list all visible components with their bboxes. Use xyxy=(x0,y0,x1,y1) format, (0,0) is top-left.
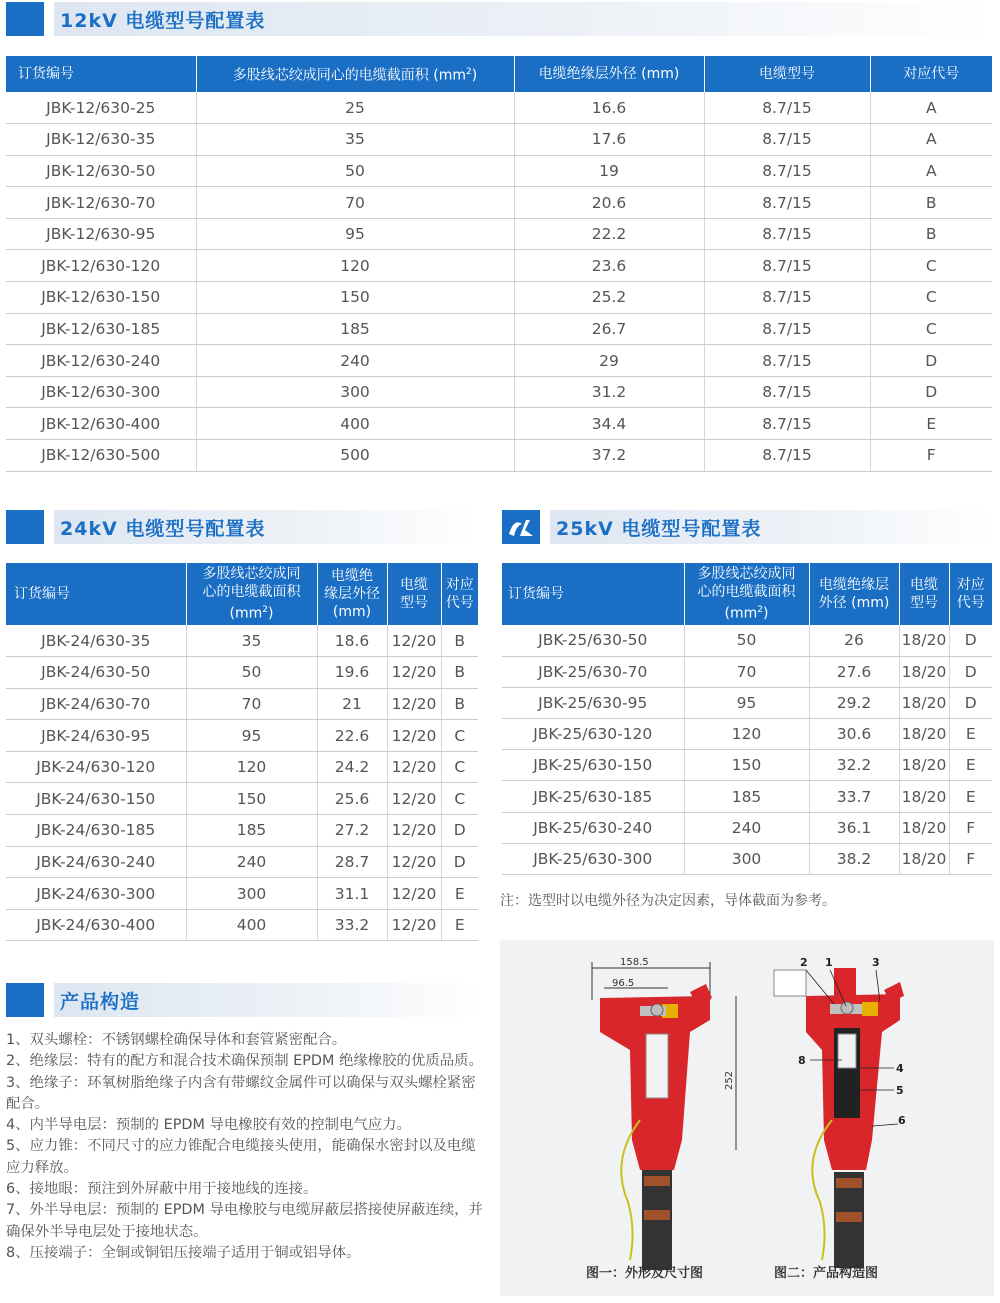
cell-cable-model: 18/20 xyxy=(899,781,949,812)
cell-code: C xyxy=(441,751,478,783)
cell-code: B xyxy=(441,657,478,689)
cell-order-no: JBK-12/630-95 xyxy=(6,218,196,250)
figure1-caption: 图一：外形及尺寸图 xyxy=(586,1266,704,1281)
header-section-area: 多股线芯绞成同心的电缆截面积 $(mm^2)$ xyxy=(196,56,514,92)
cell-order-no: JBK-12/630-300 xyxy=(6,376,196,408)
cell-cable-model: 8.7/15 xyxy=(704,155,870,187)
cell-section-area: 25 xyxy=(196,92,514,124)
cell-code: D xyxy=(870,376,992,408)
cell-order-no: JBK-12/630-70 xyxy=(6,187,196,219)
cell-section-area: 300 xyxy=(196,376,514,408)
cell-order-no: JBK-12/630-120 xyxy=(6,250,196,282)
cell-cable-model: 18/20 xyxy=(899,843,949,874)
structure-item: 1、双头螺栓：不锈钢螺栓确保导体和套管紧密配合。 xyxy=(6,1032,347,1048)
cell-section-area: 70 xyxy=(186,688,317,720)
header-insulation-od: 电缆绝 缘层外径 (mm) xyxy=(317,563,387,625)
table-row xyxy=(6,187,992,219)
cell-cable-model: 18/20 xyxy=(899,719,949,750)
table-row xyxy=(6,408,992,440)
figure2-label: 2 xyxy=(800,956,808,969)
cell-code: E xyxy=(870,408,992,440)
cell-order-no: JBK-12/630-150 xyxy=(6,282,196,314)
table-row xyxy=(6,720,478,752)
cell-order-no: JBK-12/630-500 xyxy=(6,440,196,472)
cell-order-no: JBK-24/630-50 xyxy=(6,657,186,689)
figure1-connector-drawing xyxy=(592,957,736,1270)
cell-code: E xyxy=(949,781,992,812)
cell-code: E xyxy=(949,750,992,781)
header-code: 对应代号 xyxy=(870,56,992,92)
cell-cable-model: 8.7/15 xyxy=(704,250,870,282)
cell-order-no: JBK-25/630-70 xyxy=(502,656,684,687)
cell-section-area: 50 xyxy=(196,155,514,187)
structure-item: 6、接地眼：预注到外屏蔽中用于接地线的连接。 xyxy=(6,1181,318,1198)
structure-item: 4、内半导电层：预制的 EPDM 导电橡胶有效的控制电气应力。 xyxy=(6,1117,411,1134)
selection-note: 注：选型时以电缆外径为决定因素，导体截面为参考。 xyxy=(500,893,836,909)
cell-order-no: JBK-24/630-95 xyxy=(6,720,186,752)
cell-order-no: JBK-24/630-300 xyxy=(6,878,186,910)
cell-insulation-od: 27.6 xyxy=(809,656,899,687)
cell-insulation-od: 36.1 xyxy=(809,812,899,843)
cell-insulation-od: 31.1 xyxy=(317,878,387,910)
section-marker xyxy=(6,983,44,1017)
cell-code: C xyxy=(870,282,992,314)
header-cable-model: 电缆 型号 xyxy=(387,563,441,625)
cell-order-no: JBK-24/630-70 xyxy=(6,688,186,720)
cell-order-no: JBK-12/630-50 xyxy=(6,155,196,187)
cell-insulation-od: 33.2 xyxy=(317,909,387,941)
cell-cable-model: 12/20 xyxy=(387,688,441,720)
cell-order-no: JBK-24/630-400 xyxy=(6,909,186,941)
cell-insulation-od: 28.7 xyxy=(317,846,387,878)
cell-cable-model: 8.7/15 xyxy=(704,408,870,440)
cell-order-no: JBK-25/630-240 xyxy=(502,812,684,843)
cell-section-area: 150 xyxy=(684,750,809,781)
cell-insulation-od: 33.7 xyxy=(809,781,899,812)
cell-cable-model: 12/20 xyxy=(387,720,441,752)
cell-cable-model: 18/20 xyxy=(899,625,949,656)
cell-cable-model: 8.7/15 xyxy=(704,282,870,314)
section-title-25kv: 25kV 电缆型号配置表 xyxy=(550,510,992,544)
section-header-structure xyxy=(6,983,484,1017)
section-header-12kv xyxy=(6,2,992,36)
cell-order-no: JBK-25/630-185 xyxy=(502,781,684,812)
table-header-row xyxy=(6,56,992,92)
cell-section-area: 150 xyxy=(186,783,317,815)
cell-insulation-od: 30.6 xyxy=(809,719,899,750)
cell-section-area: 400 xyxy=(186,909,317,941)
cell-order-no: JBK-25/630-150 xyxy=(502,750,684,781)
structure-list xyxy=(6,1030,484,1264)
cell-cable-model: 8.7/15 xyxy=(704,124,870,156)
table-row xyxy=(6,783,478,815)
cell-order-no: JBK-24/630-185 xyxy=(6,815,186,847)
connector-figures xyxy=(500,940,994,1296)
cell-insulation-od: 26 xyxy=(809,625,899,656)
table-row xyxy=(6,282,992,314)
cell-cable-model: 8.7/15 xyxy=(704,218,870,250)
header-cable-model: 电缆 型号 xyxy=(899,563,949,625)
table-row xyxy=(6,688,478,720)
cell-order-no: JBK-12/630-35 xyxy=(6,124,196,156)
header-code: 对应 代号 xyxy=(441,563,478,625)
cell-cable-model: 18/20 xyxy=(899,812,949,843)
cell-code: B xyxy=(870,218,992,250)
cell-cable-model: 12/20 xyxy=(387,909,441,941)
header-section-area: 多股线芯绞成同 心的电缆截面积 $(mm^2)$ xyxy=(186,563,317,625)
cell-section-area: 50 xyxy=(684,625,809,656)
section-header-24kv xyxy=(6,510,478,544)
cell-cable-model: 18/20 xyxy=(899,687,949,718)
cell-order-no: JBK-12/630-25 xyxy=(6,92,196,124)
header-order-no: 订货编号 xyxy=(6,563,186,625)
header-insulation-od: 电缆绝缘层外径 (mm) xyxy=(514,56,704,92)
cell-cable-model: 8.7/15 xyxy=(704,440,870,472)
table-row xyxy=(6,345,992,377)
header-order-no: 订货编号 xyxy=(502,563,684,625)
cell-section-area: 150 xyxy=(196,282,514,314)
cell-insulation-od: 18.6 xyxy=(317,625,387,657)
cell-code: E xyxy=(949,719,992,750)
cell-section-area: 70 xyxy=(196,187,514,219)
cell-section-area: 50 xyxy=(186,657,317,689)
cell-insulation-od: 19 xyxy=(514,155,704,187)
cell-code: C xyxy=(870,313,992,345)
cell-code: B xyxy=(870,187,992,219)
cell-order-no: JBK-12/630-240 xyxy=(6,345,196,377)
cell-section-area: 240 xyxy=(684,812,809,843)
cell-cable-model: 12/20 xyxy=(387,815,441,847)
cell-order-no: JBK-24/630-150 xyxy=(6,783,186,815)
cell-code: A xyxy=(870,92,992,124)
header-order-no: 订货编号 xyxy=(6,56,196,92)
cell-insulation-od: 25.2 xyxy=(514,282,704,314)
structure-item: 2、绝缘层：特有的配方和混合技术确保预制 EPDM 绝缘橡胶的优质品质。 xyxy=(6,1053,483,1070)
structure-item: 7、外半导电层：预制的 EPDM 导电橡胶与电缆屏蔽层搭接使屏蔽连续，并确保外半导电层处于接地状态。 xyxy=(6,1202,483,1240)
section-title-structure: 产品构造 xyxy=(54,983,484,1017)
cell-insulation-od: 22.2 xyxy=(514,218,704,250)
cell-cable-model: 8.7/15 xyxy=(704,345,870,377)
figure2-label: 1 xyxy=(825,956,833,969)
table-row xyxy=(6,909,478,941)
cell-code: C xyxy=(870,250,992,282)
table-row xyxy=(6,846,478,878)
table-row xyxy=(6,92,992,124)
table-row xyxy=(502,625,992,656)
section-marker xyxy=(6,2,44,36)
table-row xyxy=(502,719,992,750)
cell-section-area: 240 xyxy=(196,345,514,377)
cell-section-area: 185 xyxy=(186,815,317,847)
table-row xyxy=(6,878,478,910)
cell-cable-model: 12/20 xyxy=(387,657,441,689)
cell-insulation-od: 32.2 xyxy=(809,750,899,781)
table-row xyxy=(502,843,992,874)
structure-item: 5、应力锥：不同尺寸的应力锥配合电缆接头使用，能确保水密封以及电缆应力释放。 xyxy=(6,1138,476,1176)
cell-cable-model: 12/20 xyxy=(387,751,441,783)
figure2-caption: 图二：产品构造图 xyxy=(774,1266,879,1281)
figure2-label: 4 xyxy=(896,1062,904,1075)
table-row xyxy=(502,781,992,812)
cell-insulation-od: 17.6 xyxy=(514,124,704,156)
figure2-label: 8 xyxy=(798,1054,806,1067)
cell-cable-model: 8.7/15 xyxy=(704,187,870,219)
cell-section-area: 95 xyxy=(684,687,809,718)
cell-section-area: 400 xyxy=(196,408,514,440)
table-header-row xyxy=(6,563,478,625)
cell-cable-model: 8.7/15 xyxy=(704,92,870,124)
dim-height-label: 252 xyxy=(724,1070,735,1090)
header-cable-model: 电缆型号 xyxy=(704,56,870,92)
company-logo-icon xyxy=(502,510,540,544)
cell-code: B xyxy=(441,625,478,657)
cell-order-no: JBK-24/630-35 xyxy=(6,625,186,657)
cell-cable-model: 12/20 xyxy=(387,878,441,910)
table-row xyxy=(502,750,992,781)
header-section-area: 多股线芯绞成同 心的电缆截面积 $(mm^2)$ xyxy=(684,563,809,625)
table-row xyxy=(6,440,992,472)
cell-cable-model: 12/20 xyxy=(387,783,441,815)
figure2-label: 5 xyxy=(896,1084,904,1097)
cell-code: E xyxy=(441,909,478,941)
cell-section-area: 120 xyxy=(684,719,809,750)
cell-insulation-od: 27.2 xyxy=(317,815,387,847)
cell-section-area: 500 xyxy=(196,440,514,472)
cell-insulation-od: 24.2 xyxy=(317,751,387,783)
table-header-row xyxy=(502,563,992,625)
cell-order-no: JBK-25/630-300 xyxy=(502,843,684,874)
cell-code: D xyxy=(870,345,992,377)
cell-order-no: JBK-24/630-240 xyxy=(6,846,186,878)
cell-insulation-od: 22.6 xyxy=(317,720,387,752)
table-row xyxy=(502,812,992,843)
cable-table-24kv xyxy=(6,563,478,941)
cell-code: D xyxy=(441,815,478,847)
table-row xyxy=(6,815,478,847)
cable-table-25kv xyxy=(502,563,992,875)
cell-code: E xyxy=(441,878,478,910)
cell-code: F xyxy=(870,440,992,472)
cell-order-no: JBK-25/630-50 xyxy=(502,625,684,656)
table-row xyxy=(6,124,992,156)
cell-code: F xyxy=(949,812,992,843)
cell-section-area: 95 xyxy=(196,218,514,250)
cell-insulation-od: 29 xyxy=(514,345,704,377)
cell-insulation-od: 23.6 xyxy=(514,250,704,282)
cell-section-area: 300 xyxy=(186,878,317,910)
cell-code: A xyxy=(870,155,992,187)
cell-section-area: 70 xyxy=(684,656,809,687)
cell-section-area: 185 xyxy=(684,781,809,812)
cell-insulation-od: 20.6 xyxy=(514,187,704,219)
cell-code: B xyxy=(441,688,478,720)
cell-insulation-od: 34.4 xyxy=(514,408,704,440)
cell-section-area: 120 xyxy=(196,250,514,282)
cable-table-12kv xyxy=(6,56,992,472)
cell-cable-model: 12/20 xyxy=(387,625,441,657)
header-code: 对应 代号 xyxy=(949,563,992,625)
cell-section-area: 35 xyxy=(186,625,317,657)
cell-section-area: 95 xyxy=(186,720,317,752)
section-title-24kv: 24kV 电缆型号配置表 xyxy=(54,510,478,544)
table-row xyxy=(502,687,992,718)
cell-code: D xyxy=(441,846,478,878)
cell-order-no: JBK-25/630-120 xyxy=(502,719,684,750)
cell-section-area: 185 xyxy=(196,313,514,345)
cell-order-no: JBK-12/630-185 xyxy=(6,313,196,345)
cell-code: D xyxy=(949,687,992,718)
dim-width-label: 158.5 xyxy=(620,957,649,968)
cell-order-no: JBK-24/630-120 xyxy=(6,751,186,783)
cell-insulation-od: 26.7 xyxy=(514,313,704,345)
cell-section-area: 300 xyxy=(684,843,809,874)
cell-cable-model: 8.7/15 xyxy=(704,376,870,408)
dim-mid-label: 96.5 xyxy=(612,978,635,989)
cell-cable-model: 18/20 xyxy=(899,656,949,687)
figure-panel xyxy=(500,940,994,1296)
cell-insulation-od: 25.6 xyxy=(317,783,387,815)
table-row xyxy=(6,657,478,689)
cell-cable-model: 8.7/15 xyxy=(704,313,870,345)
table-row xyxy=(6,376,992,408)
table-row xyxy=(6,218,992,250)
cell-insulation-od: 38.2 xyxy=(809,843,899,874)
cell-insulation-od: 16.6 xyxy=(514,92,704,124)
cell-insulation-od: 37.2 xyxy=(514,440,704,472)
figure2-label: 6 xyxy=(898,1114,906,1127)
cell-code: D xyxy=(949,656,992,687)
table-row xyxy=(6,313,992,345)
cell-insulation-od: 21 xyxy=(317,688,387,720)
cell-code: C xyxy=(441,783,478,815)
section-title-12kv: 12kV 电缆型号配置表 xyxy=(54,2,992,36)
cell-code: D xyxy=(949,625,992,656)
figure2-structure-drawing xyxy=(774,956,906,1268)
section-marker xyxy=(6,510,44,544)
cell-code: F xyxy=(949,843,992,874)
structure-item: 8、压接端子：全铜或铜铝压接端子适用于铜或铝导体。 xyxy=(6,1244,361,1261)
cell-insulation-od: 31.2 xyxy=(514,376,704,408)
table-row xyxy=(6,751,478,783)
cell-code: C xyxy=(441,720,478,752)
cell-cable-model: 12/20 xyxy=(387,846,441,878)
cell-section-area: 240 xyxy=(186,846,317,878)
header-insulation-od: 电缆绝缘层 外径 (mm) xyxy=(809,563,899,625)
cell-code: A xyxy=(870,124,992,156)
table-row xyxy=(6,625,478,657)
section-header-25kv xyxy=(502,510,992,544)
cell-section-area: 120 xyxy=(186,751,317,783)
cell-order-no: JBK-25/630-95 xyxy=(502,687,684,718)
figure2-label: 3 xyxy=(872,956,880,969)
cell-cable-model: 18/20 xyxy=(899,750,949,781)
table-row xyxy=(6,250,992,282)
cell-section-area: 35 xyxy=(196,124,514,156)
cell-order-no: JBK-12/630-400 xyxy=(6,408,196,440)
structure-item: 3、绝缘子：环氧树脂绝缘子内含有带螺纹金属件可以确保与双头螺栓紧密配合。 xyxy=(6,1074,476,1112)
table-row xyxy=(502,656,992,687)
cell-insulation-od: 29.2 xyxy=(809,687,899,718)
table-row xyxy=(6,155,992,187)
cell-insulation-od: 19.6 xyxy=(317,657,387,689)
